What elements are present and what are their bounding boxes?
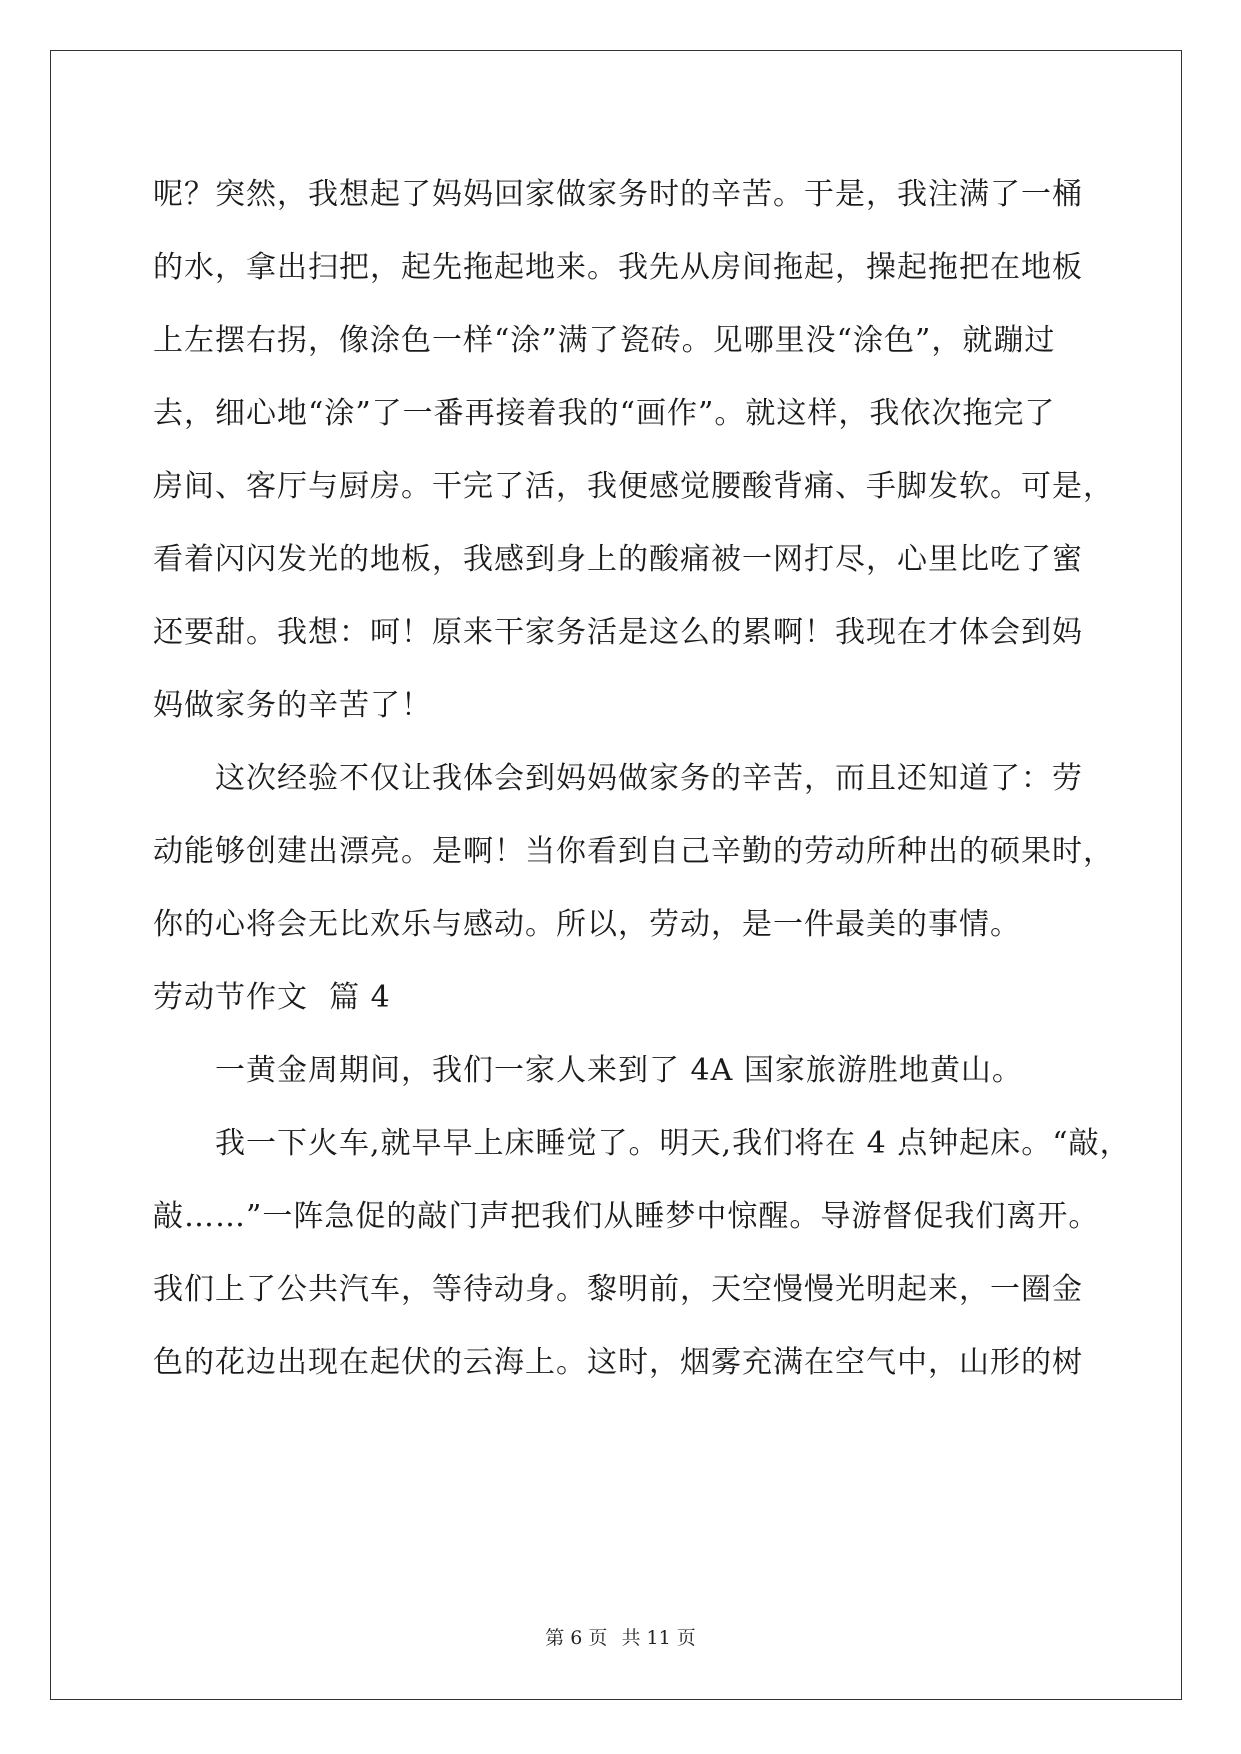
text-line: 你的心将会无比欢乐与感动。所以，劳动，是一件最美的事情。 [153, 907, 1021, 942]
text-line: 房间、客厅与厨房。干完了活，我便感觉腰酸背痛、手脚发软。可是， [153, 469, 1114, 504]
section-heading: 劳动节作文 篇 4 [153, 980, 391, 1015]
text-line: 色的花边出现在起伏的云海上。这时，烟雾充满在空气中，山形的树 [153, 1345, 1083, 1380]
page-total: 共 11 页 [621, 1627, 696, 1649]
text-line: 敲……”一阵急促的敲门声把我们从睡梦中惊醒。导游督促我们离开。 [153, 1199, 1100, 1234]
text-line: 去，细心地“涂”了一番再接着我的“画作”。就这样，我依次拖完了 [153, 396, 1056, 431]
paragraph-4 [153, 1107, 1131, 1399]
text-line: 呢？突然，我想起了妈妈回家做家务时的辛苦。于是，我注满了一桶 [153, 177, 1083, 212]
paragraph-1 [153, 158, 1113, 742]
text-line: 我们上了公共汽车，等待动身。黎明前，天空慢慢光明起来，一圈金 [153, 1272, 1083, 1307]
text-line: 一黄金周期间，我们一家人来到了 4A 国家旅游胜地黄山。 [215, 1053, 1023, 1088]
page-footer [0, 1623, 1241, 1650]
text-line: 我一下火车,就早早上床睡觉了。明天,我们将在 4 点钟起床。“敲， [215, 1126, 1131, 1161]
document-body [153, 158, 1131, 1399]
page-number: 第 6 页 [545, 1627, 608, 1649]
text-line: 妈做家务的辛苦了！ [153, 688, 432, 723]
text-line: 动能够创建出漂亮。是啊！当你看到自己辛勤的劳动所种出的硕果时， [153, 834, 1114, 869]
text-line: 还要甜。我想：呵！原来干家务活是这么的累啊！我现在才体会到妈 [153, 615, 1083, 650]
paragraph-2 [153, 742, 1113, 961]
text-line: 的水，拿出扫把，起先拖起地来。我先从房间拖起，操起拖把在地板 [153, 250, 1083, 285]
text-line: 这次经验不仅让我体会到妈妈做家务的辛苦，而且还知道了：劳 [215, 761, 1083, 796]
text-line: 看着闪闪发光的地板，我感到身上的酸痛被一网打尽，心里比吃了蜜 [153, 542, 1083, 577]
paragraph-3 [153, 1034, 1113, 1107]
text-line: 上左摆右拐，像涂色一样“涂”满了瓷砖。见哪里没“涂色”，就蹦过 [153, 323, 1056, 358]
